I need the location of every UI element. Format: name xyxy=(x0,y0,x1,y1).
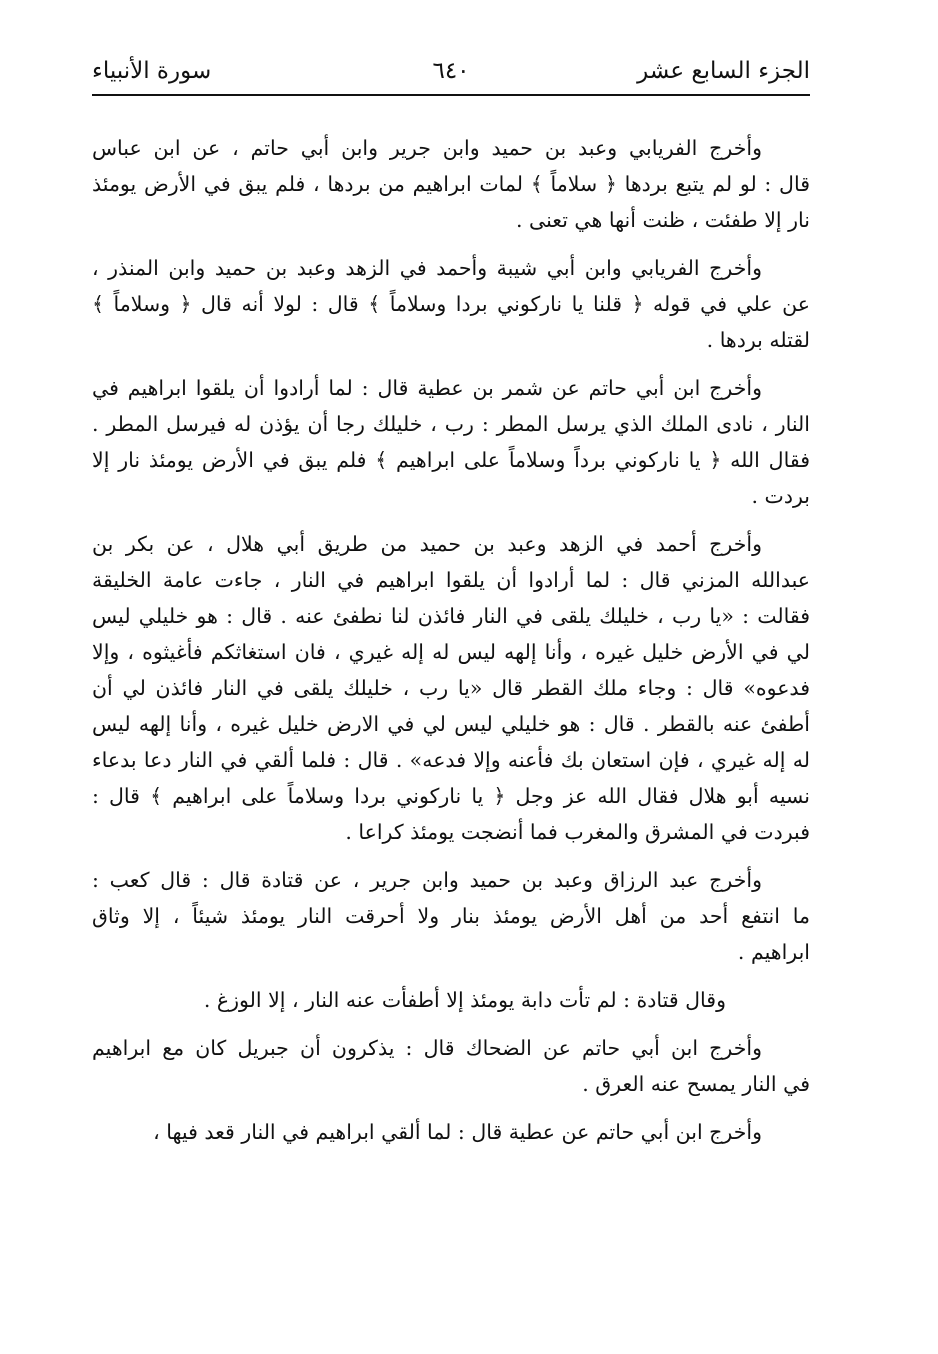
page-header xyxy=(92,52,810,92)
paragraph xyxy=(92,1114,810,1150)
text-line: عبدالله المزني قال : لما أرادوا أن يلقوا ابراهيم في النار ، جاءت عامة الخليقة xyxy=(92,568,810,592)
text-line: نار إلا طفئت ، ظنت أنها هي تعنى . xyxy=(516,208,810,232)
text-line: وأخرج الفريابي وابن أبي شيبة وأحمد في الزهد وعبد بن حميد وابن المنذر ، xyxy=(92,256,762,280)
text-line: لي في الأرض خليل غيره ، وأنا إلهه ليس له إله غيري ، فان استغاثكم فأغيثوه ، وإلا xyxy=(92,640,810,664)
text-line: فدعوه» قال : وجاء ملك القطر قال «يا رب ، خليلك يلقى في النار فائذن لي أن xyxy=(92,676,810,700)
text-line: وأخرج عبد الرزاق وعبد بن حميد وابن جرير ، عن قتادة قال : قال كعب : xyxy=(92,868,762,892)
text-line: بردت . xyxy=(751,484,810,508)
text-line: وأخرج ابن أبي حاتم عن عطية قال : لما ألقي ابراهيم في النار قعد فيها ، xyxy=(153,1120,762,1144)
paragraph xyxy=(92,370,810,514)
text-line: له إله غيري ، فإن استعان بك فأعنه وإلا فدعه» . قال : فلما ألقي في النار دعا بدعاء xyxy=(92,748,810,772)
text-line: وأخرج أحمد في الزهد وعبد بن حميد من طريق أبي هلال ، عن بكر بن xyxy=(92,532,762,556)
text-line: النار ، نادى الملك الذي يرسل المطر : رب ، خليلك رجا أن يؤذن له فيرسل المطر . xyxy=(92,412,810,436)
text-line: ما انتفع أحد من أهل الأرض يومئذ بنار ولا أحرقت النار يومئذ شيئاً ، إلا وثاق xyxy=(92,904,810,928)
text-line: أطفئ عنه بالقطر . قال : هو خليلي ليس لي في الارض خليل غيره ، وأنا إلهه ليس xyxy=(92,712,810,736)
paragraph xyxy=(92,526,810,850)
header-surah-title: سورة الأنبياء xyxy=(92,58,212,84)
text-line: وقال قتادة : لم تأت دابة يومئذ إلا أطفأت عنه النار ، إلا الوزغ . xyxy=(203,988,726,1012)
text-line: وأخرج ابن أبي حاتم عن شمر بن عطية قال : لما أرادوا أن يلقوا ابراهيم في xyxy=(92,376,762,400)
text-line: لقتله بردها . xyxy=(706,328,810,352)
text-line: عن علي في قوله ﴿ قلنا يا ناركوني بردا وسلاماً ﴾ قال : لولا أنه قال ﴿ وسلاماً ﴾ xyxy=(92,292,810,316)
paragraph xyxy=(92,130,810,238)
text-line: فقال الله ﴿ يا ناركوني برداً وسلاماً على ابراهيم ﴾ فلم يبق في الأرض يومئذ نار إلا xyxy=(92,448,810,472)
text-line: وأخرج ابن أبي حاتم عن الضحاك قال : يذكرون أن جبريل كان مع ابراهيم xyxy=(92,1036,762,1060)
paragraph xyxy=(92,982,810,1018)
header-rule xyxy=(92,94,810,96)
page-body xyxy=(92,130,810,1162)
text-line: نسيه أبو هلال فقال الله عز وجل ﴿ يا ناركوني بردا وسلاماً على ابراهيم ﴾ قال : xyxy=(92,784,810,808)
header-part-title: الجزء السابع عشر xyxy=(637,58,810,84)
text-line: فقالت : «يا رب ، خليلك يلقى في النار فائذن لنا نطفئ عنه . قال : هو خليلي ليس xyxy=(92,604,810,628)
text-line: ابراهيم . xyxy=(737,940,810,964)
text-line: في النار يمسح عنه العرق . xyxy=(582,1072,810,1096)
text-line: قال : لو لم يتبع بردها ﴿ سلاماً ﴾ لمات ابراهيم من بردها ، فلم يبق في الأرض يومئذ xyxy=(92,172,810,196)
paragraph xyxy=(92,862,810,970)
text-line: وأخرج الفريابي وعبد بن حميد وابن جرير وابن أبي حاتم ، عن ابن عباس xyxy=(92,136,762,160)
paragraph xyxy=(92,250,810,358)
header-page-number: ٦٤٠ xyxy=(432,58,470,84)
text-line: فبردت في المشرق والمغرب فما أنضجت يومئذ كراعا . xyxy=(345,820,810,844)
paragraph xyxy=(92,1030,810,1102)
